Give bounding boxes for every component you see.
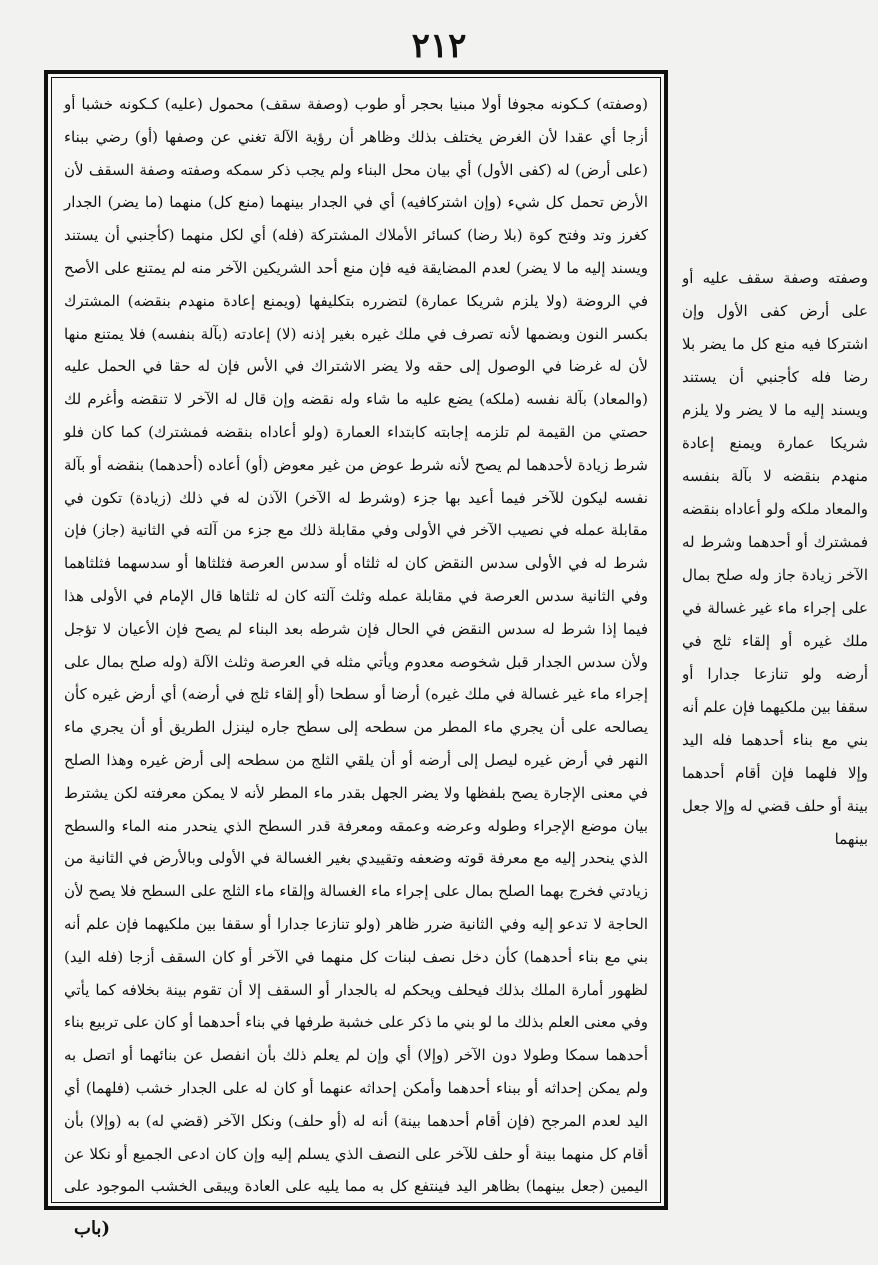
main-text-inner-border — [51, 77, 661, 1203]
page-number: ٢١٢ — [411, 26, 467, 66]
main-text: (وصفته) كـكونه مجوفا أولا مبنيا بحجر أو طوب (وصفة سقف) محمول (عليه) كـكونه خشبا أو أزجا أي عقدا لأن الغرض يختلف بذلك وظاهر أن رؤية الآلة تغني عن وصفها (أو) رضي ببناء (على أرض) له (كفى الأول) أي بيان محل البناء ولم يجب ذكر سمكه وصفته وصفة السقف لأن الأرض تحمل كل شيء (وإن اشتركافيه) أي في الجدار بينهما (منع كل) منهما (ما يضر) الجدار كغرز وتد وفتح كوة (بلا رضا) كسائر الأملاك المشتركة (فله) أي لكل منهما (كأجنبي أن يستند ويسند إليه ما لا يضر) لعدم المضايقة فيه فإن منع أحد الشريكين الآخر منه لم يمتنع على الأصح في الروضة (ولا يلزم شريكا عمارة) لتضرره بتكليفها (ويمنع إعادة منهدم بنقضه) المشترك بكسر النون وبضمها لأنه تصرف في ملك غيره بغير إذنه (لا) إعادته (بآلة بنفسه) فلا يمتنع منها لأن له غرضا في الوصول إلى حقه ولا يضر الاشتراك في الأس فإن له حقا في الحمل عليه (والمعاد) بآلة نفسه (ملكه) يضع عليه ما شاء وله نقضه وإن قال له الآخر لا تنقضه وأغرم لك حصتي من القيمة لم تلزمه إجابته كابتداء العمارة (ولو أعاداه بنقضه فمشترك) كما كان فلو شرط زيادة لأحدهما لم يصح لأنه شرط عوض من غير معوض (أو) أعاده (أحدهما) بنقضه أو بآلة نفسه ليكون للآخر فيما أعيد بها جزء (وشرط له الآخر) الآذن له في ذلك (زيادة) تكون في مقابلة عمله في نصيب الآخر في الأولى وفي مقابلة ذلك مع جزء من آلته في الثانية (جاز) فإن شرط له في الأولى سدس النقض كان له ثلثاه أو سدس العرصة فثلثاها أو سدسهما فثلثاهما وفي الثانية سدس العرصة في مقابلة عمله وثلث آلته كان له ثلثاها قال الإمام في الأولى هذا فيما إذا شرط له سدس النقض في الحال فإن شرطه بعد البناء لم يصح فإن الأعيان لا تؤجل ولأن سدس الجدار قبل شخوصه معدوم ويأتي مثله في العرصة وثلث الآلة (وله صلح بمال على إجراء ماء غير غسالة في ملك غيره) أرضا أو سطحا (أو إلقاء ثلج في أرضه) أي أرض غيره كأن يصالحه على أن يجري ماء المطر من سطحه إلى سطح جاره لينزل الطريق أو أن يجري ماء النهر في أرض غيره ليصل إلى أرضه أو أن يلقي الثلج من سطحه إلى أرض غيره وهذا الصلح في معنى الإجارة يصح بلفظها ولا يضر الجهل بقدر ماء المطر لأنه لا يمكن معرفته لكن يشترط بيان موضع الإجراء وطوله وعرضه وعمقه ومعرفة قدر السطح الذي ينحدر منه الماء والسطح الذي ينحدر إليه مع معرفة قوته وضعفه وتقييدي بغير الغسالة في الأولى وبالأرض في الثانية من زيادتي فخرج بهما الصلح بمال على إجراء ماء الغسالة وإلقاء ماء الثلج على السطح فلا يصح لأن الحاجة لا تدعو إليه وفي الثانية ضرر ظاهر (ولو تنازعا جدارا أو سقفا بين ملكيهما فإن علم أنه بني مع بناء أحدهما) كأن دخل نصف لبنات كل منهما في الآخر أو كان السقف أزجا (فله اليد) لظهور أمارة الملك بذلك فيحلف ويحكم له بالجدار أو السقف إلا أن تقوم بينة بخلافه كما يأتي وفي معنى العلم بذلك ما لو بني ما ذكر على خشبة طرفها في بناء أحدهما أو كان على تربيع بناء أحدهما سمكا وطولا دون الآخر (وإلا) أي وإن لم يعلم ذلك بأن انفصل عن بنائهما أو اتصل به ولم يمكن إحداثه أو ببناء أحدهما وأمكن إحداثه عنهما أو كان له على الجدار خشب (فلهما) أي اليد لعدم المرجح (فإن أقام أحدهما بينة) أنه له (أو حلف) ونكل الآخر (قضي له) به (وإلا) بأن أقام كل منهما بينة أو حلف للآخر على النصف الذي يسلم إليه وإن كان ادعى الجميع أو نكلا عن اليمين (جعل بينهما) بظاهر اليد فينتفع كل به مما يليه على العادة ويبقى الخشب الموجود على — [64, 95, 648, 1196]
catchword: (باب — [74, 1218, 110, 1239]
margin-text-column — [682, 262, 868, 902]
main-text-frame — [44, 70, 668, 1210]
margin-text: وصفته وصفة سقف عليه أو على أرض كفى الأول وإن اشتركا فيه منع كل ما يضر بلا رضا فله كأجنبي أن يستند ويسند إليه ما لا يضر ولا يلزم شريكا عمارة ويمنع إعادة منهدم بنقضه لا بآلة بنفسه والمعاد ملكه ولو أعاداه بنقضه فمشترك أو أحدهما وشرط له الآخر زيادة جاز وله صلح بمال على إجراء ماء غير غسالة في ملك غيره أو إلقاء ثلج في أرضه ولو تنازعا جدارا أو سقفا بين ملكيهما فإن علم أنه بني مع بناء أحدهما فله اليد وإلا فلهما فإن أقام أحدهما بينة أو حلف قضي له وإلا جعل بينهما — [682, 269, 868, 848]
